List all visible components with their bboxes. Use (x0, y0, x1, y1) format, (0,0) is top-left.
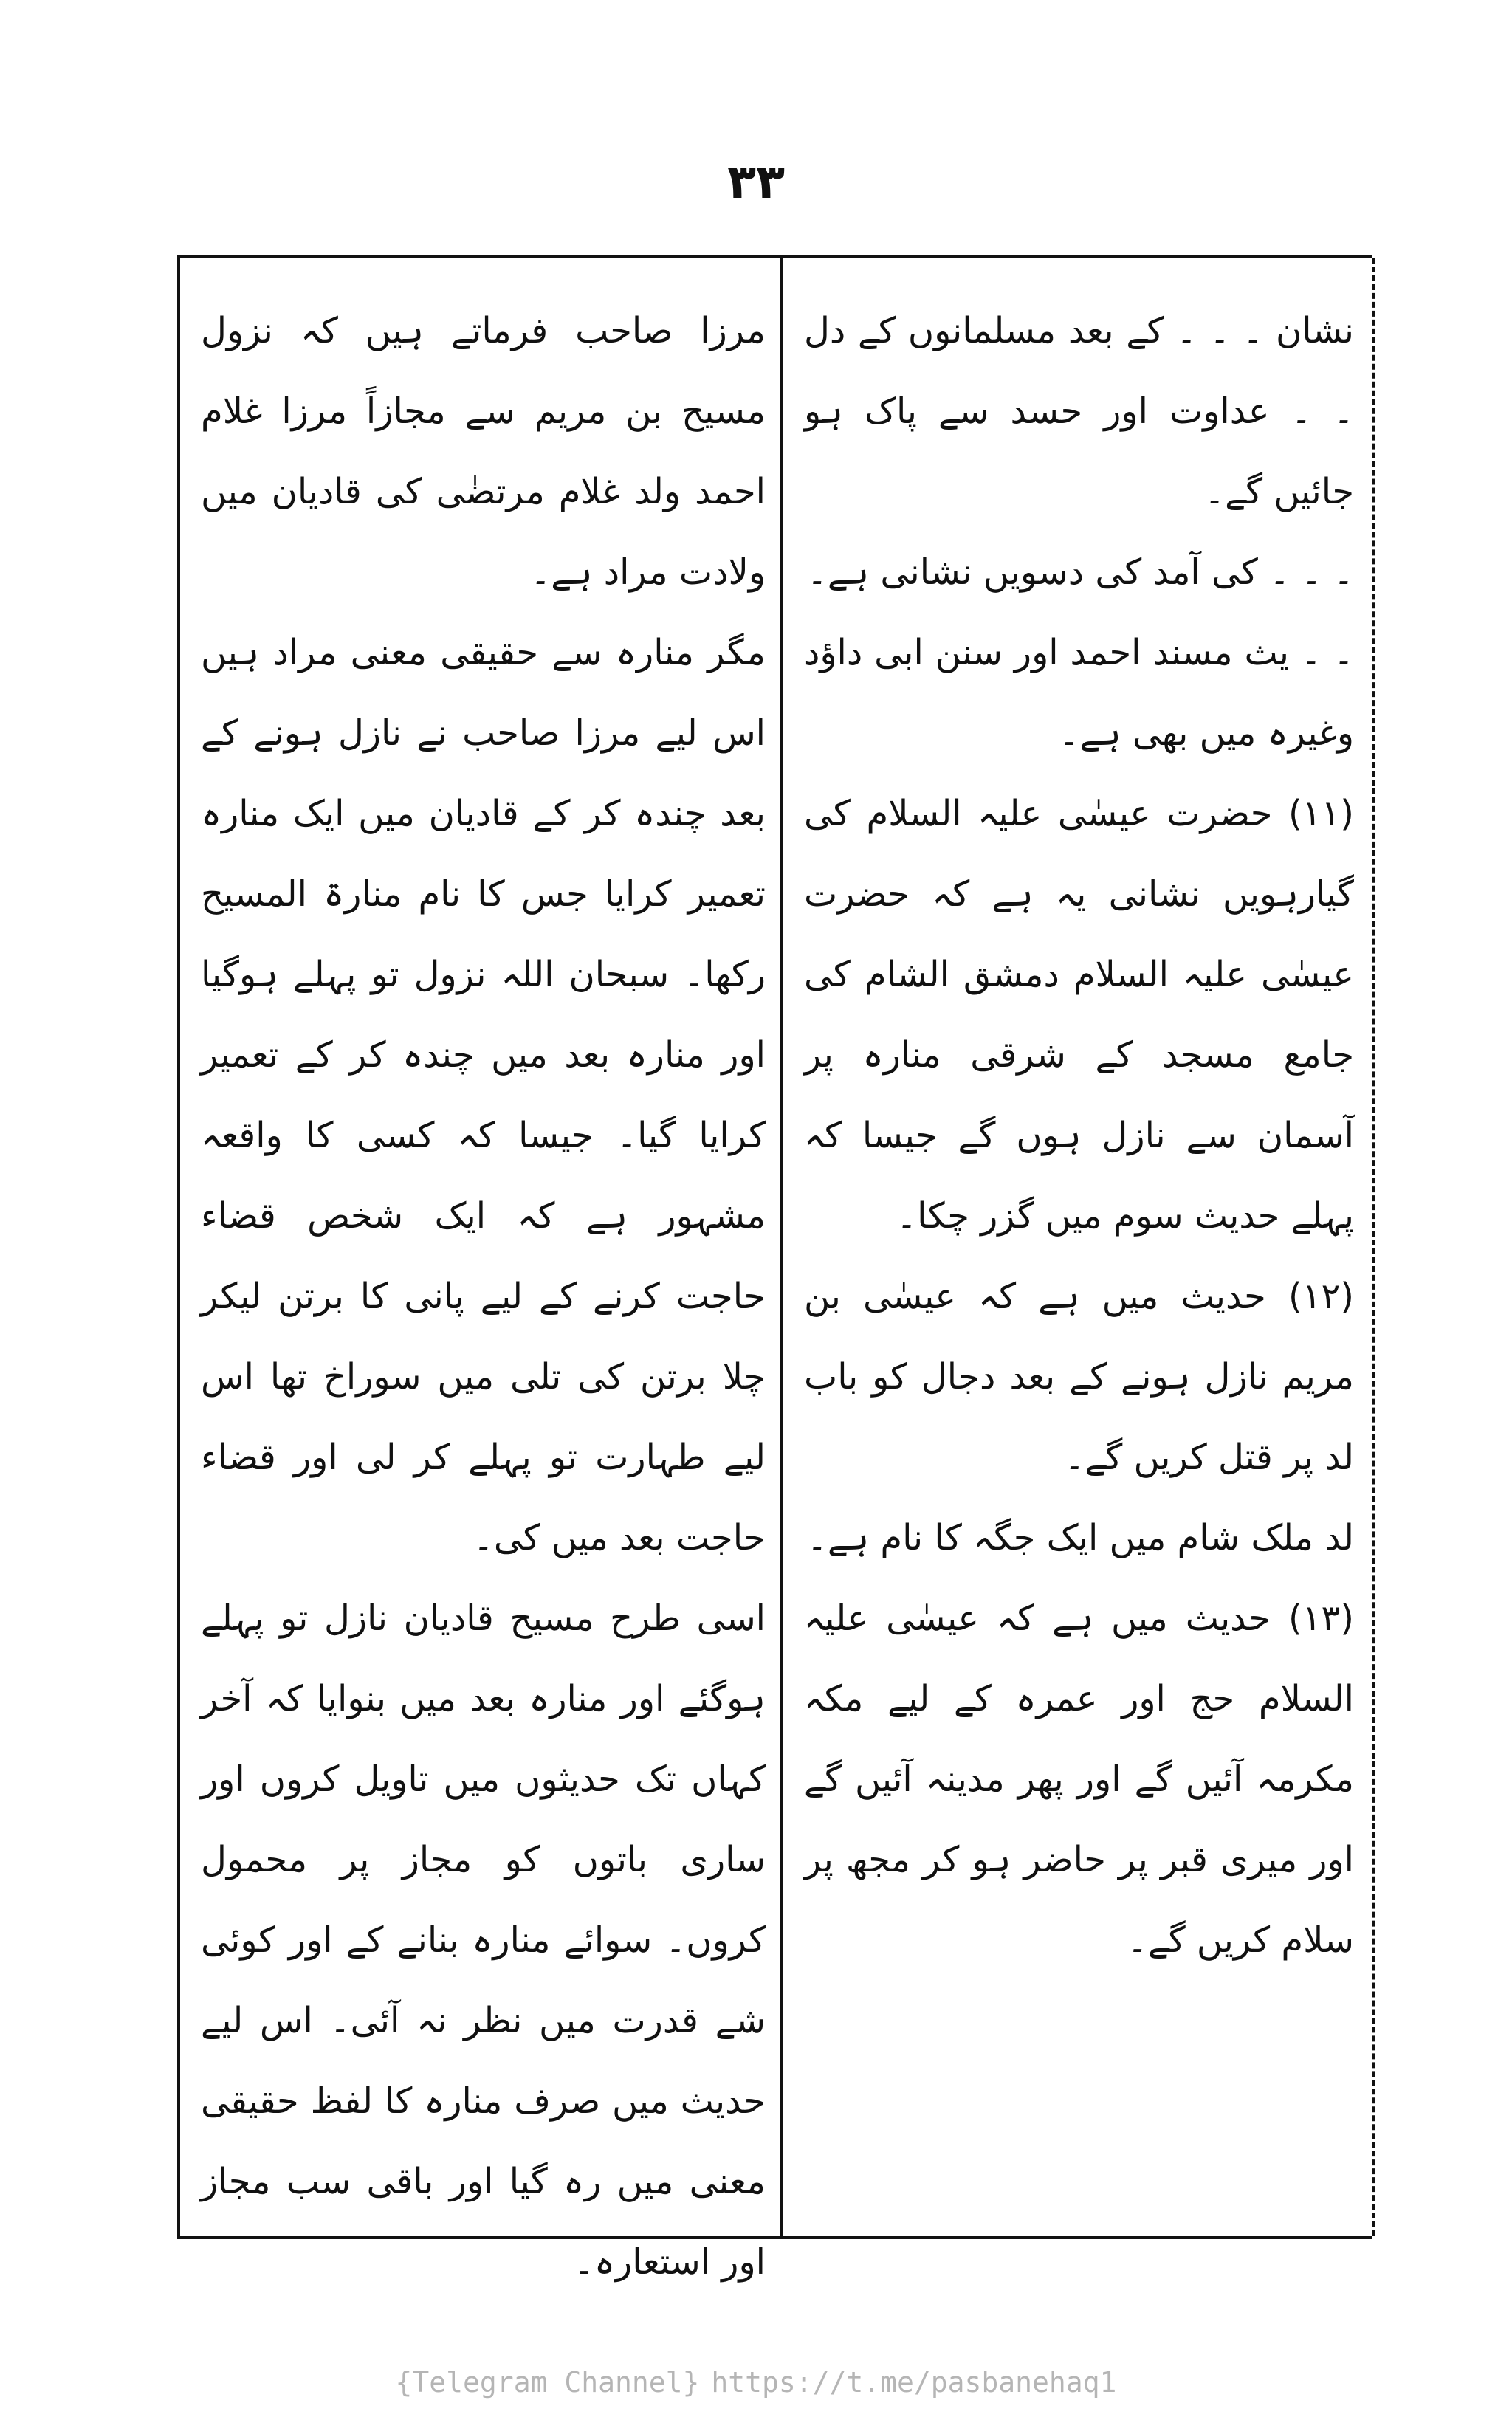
page-number: ۳۳ (726, 155, 786, 210)
right-paragraph-3: ۔ ۔ یث مسند احمد اور سنن ابی داؤد وغیرہ میں بھی ہے۔ (804, 632, 1354, 754)
footer-label: {Telegram Channel} (395, 2366, 700, 2399)
right-paragraph-6: لد ملک شام میں ایک جگہ کا نام ہے۔ (806, 1517, 1354, 1558)
left-paragraph-2: مگر منارہ سے حقیقی معنی مراد ہیں اس لیے مرزا صاحب نے نازل ہونے کے بعد چندہ کر کے قادیان میں ایک منارہ تعمیر کرایا جس کا نام منارۃ المسیح رکھا۔ سبحان اللہ نزول تو پہلے ہوگیا اور منارہ بعد میں چندہ کر کے تعمیر کرایا گیا۔ جیسا کہ کسی کا واقعہ مشہور ہے کہ ایک شخص قضاء حاجت کرنے کے لیے پانی کا برتن لیکر چلا برتن کی تلی میں سوراخ تھا اس لیے طہارت تو پہلے کر لی اور قضاء حاجت بعد میں کی۔ (201, 632, 766, 1558)
column-divider (780, 258, 783, 2236)
right-paragraph-2: ۔ ۔ ۔ کی آمد کی دسویں نشانی ہے۔ (806, 551, 1354, 593)
text-frame (177, 255, 1372, 2283)
left-column (201, 291, 766, 2303)
right-paragraph-7: (۱۳) حدیث میں ہے کہ عیسٰی علیہ السلام حج اور عمرہ کے لیے مکہ مکرمہ آئیں گے اور پھر مدینہ آئیں گے اور میری قبر پر حاضر ہو کر مجھ پر سلام کریں گے۔ (804, 1598, 1354, 1961)
frame-right-border (1372, 258, 1375, 2236)
left-paragraph-3: اسی طرح مسیح قادیان نازل تو پہلے ہوگئے اور منارہ بعد میں بنوایا کہ آخر کہاں تک حدیثوں میں تاویل کروں اور ساری باتوں کو مجاز پر محمول کروں۔ سوائے منارہ بنانے کے اور کوئی شے قدرت میں نظر نہ آئی۔ اس لیے حدیث میں صرف منارہ کا لفظ حقیقی معنی میں رہ گیا اور باقی سب مجاز اور استعارہ۔ (201, 1598, 766, 2283)
right-paragraph-5: (۱۲) حدیث میں ہے کہ عیسٰی بن مریم نازل ہونے کے بعد دجال کو باب لد پر قتل کریں گے۔ (804, 1276, 1354, 1478)
footer-watermark (0, 2366, 1512, 2399)
left-paragraph-1: مرزا صاحب فرماتے ہیں کہ نزول مسیح بن مریم سے مجازاً مرزا غلام احمد ولد غلام مرتضٰی کی قادیان میں ولادت مراد ہے۔ (201, 310, 766, 593)
footer-link[interactable]: https://t.me/pasbanehaq1 (711, 2366, 1117, 2399)
right-paragraph-1: نشان ۔ ۔ ۔ کے بعد مسلمانوں کے دل ۔ ۔ عداوت اور حسد سے پاک ہو جائیں گے۔ (804, 310, 1354, 512)
right-column (804, 291, 1354, 1981)
right-paragraph-4: (۱۱) حضرت عیسٰی علیہ السلام کی گیارہویں نشانی یہ ہے کہ حضرت عیسٰی علیہ السلام دمشق الشام کی جامع مسجد کے شرقی منارہ پر آسمان سے نازل ہوں گے جیسا کہ پہلے حدیث سوم میں گزر چکا۔ (804, 793, 1354, 1237)
